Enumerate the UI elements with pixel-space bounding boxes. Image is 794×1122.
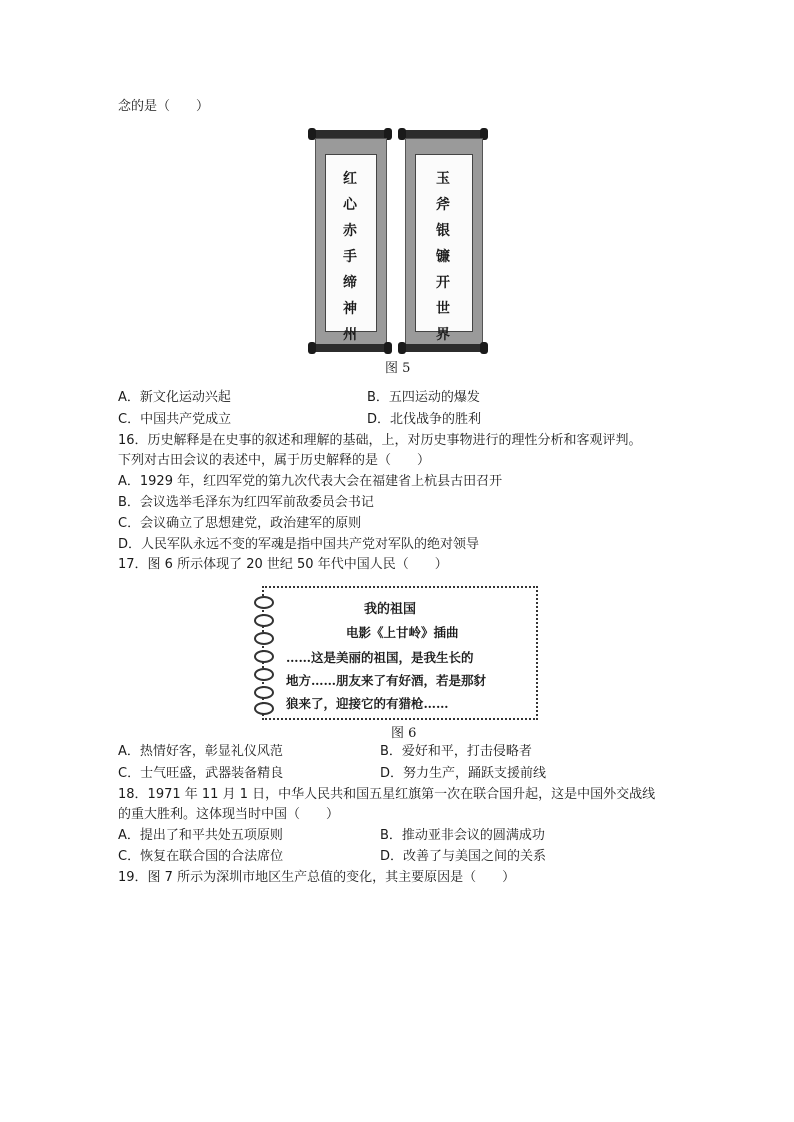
couplet-char: 缔	[343, 275, 357, 291]
q15-option-a: A．新文化运动兴起	[118, 390, 231, 405]
q18-option-c: C．恢复在联合国的合法席位	[118, 849, 284, 864]
q15-stem-tail: 念的是（ ）	[118, 99, 210, 114]
couplet-char: 银	[436, 223, 450, 239]
couplet-char: 心	[343, 197, 357, 213]
spiral-ring-icon	[254, 632, 274, 645]
scroll-rod	[401, 130, 485, 138]
couplet-char: 开	[436, 275, 450, 291]
couplet-char: 神	[343, 301, 357, 317]
couplet-right	[433, 166, 453, 348]
q18-option-d: D．改善了与美国之间的关系	[380, 849, 547, 864]
couplet-char: 玉	[436, 171, 450, 187]
q16-stem-line2: 下列对古田会议的表述中，属于历史解释的是（ ）	[118, 453, 431, 468]
q16-option-d: D．人民军队永远不变的军魂是指中国共产党对军队的绝对领导	[118, 537, 480, 552]
spiral-ring-icon	[254, 686, 274, 699]
couplet-char: 赤	[343, 223, 357, 239]
song-lyric-line2: 地方……朋友来了有好酒，若是那豺	[286, 673, 487, 688]
couplet-char: 世	[436, 301, 450, 317]
q18-option-b: B．推动亚非会议的圆满成功	[380, 828, 545, 843]
q18-stem-line2: 的重大胜利。这体现当时中国（ ）	[118, 807, 340, 822]
song-lyric-line3: 狼来了，迎接它的有猎枪……	[286, 696, 449, 711]
q15-option-c: C．中国共产党成立	[118, 412, 232, 427]
figure-6-caption: 图 6	[391, 726, 417, 741]
spiral-ring-icon	[254, 596, 274, 609]
q17-option-b: B．爱好和平，打击侵略者	[380, 744, 532, 759]
couplet-char: 红	[343, 171, 357, 187]
q17-option-a: A．热情好客，彰显礼仪风范	[118, 744, 283, 759]
scroll-rod	[311, 130, 389, 138]
q15-option-d: D．北伐战争的胜利	[367, 412, 482, 427]
spiral-ring-icon	[254, 614, 274, 627]
couplet-char: 镰	[436, 249, 450, 265]
couplet-char: 斧	[436, 197, 450, 213]
q16-option-b: B．会议选举毛泽东为红四军前敌委员会书记	[118, 495, 374, 510]
song-subtitle: 电影《上甘岭》插曲	[346, 625, 459, 640]
couplet-char: 州	[343, 327, 357, 343]
couplet-char: 界	[436, 327, 450, 343]
q16-stem-line1: 16．历史解释是在史事的叙述和理解的基础，上，对历史事物进行的理性分析和客观评判。	[118, 433, 642, 448]
q18-option-a: A．提出了和平共处五项原则	[118, 828, 283, 843]
figure-5-scrolls	[305, 126, 495, 354]
q18-stem-line1: 18．1971 年 11 月 1 日，中华人民共和国五星红旗第一次在联合国升起，这是中国外交战线	[118, 787, 656, 802]
spiral-ring-icon	[254, 668, 274, 681]
q17-option-c: C．士气旺盛，武器装备精良	[118, 766, 284, 781]
figure-5-caption: 图 5	[385, 361, 411, 376]
q19-stem: 19．图 7 所示为深圳市地区生产总值的变化，其主要原因是（ ）	[118, 870, 516, 885]
song-title: 我的祖国	[364, 602, 417, 617]
spiral-ring-icon	[254, 702, 274, 715]
spiral-ring-icon	[254, 650, 274, 663]
song-lyric-line1: ……这是美丽的祖国，是我生长的	[286, 650, 474, 665]
couplet-char: 手	[343, 249, 357, 265]
q17-stem: 17．图 6 所示体现了 20 世纪 50 年代中国人民（ ）	[118, 557, 448, 572]
q16-option-c: C．会议确立了思想建党，政治建军的原则	[118, 516, 362, 531]
q17-option-d: D．努力生产，踊跃支援前线	[380, 766, 547, 781]
q16-option-a: A．1929 年，红四军党的第九次代表大会在福建省上杭县古田召开	[118, 474, 503, 489]
q15-option-b: B．五四运动的爆发	[367, 390, 480, 405]
couplet-left	[340, 166, 360, 348]
figure-6-song-card	[262, 586, 538, 720]
